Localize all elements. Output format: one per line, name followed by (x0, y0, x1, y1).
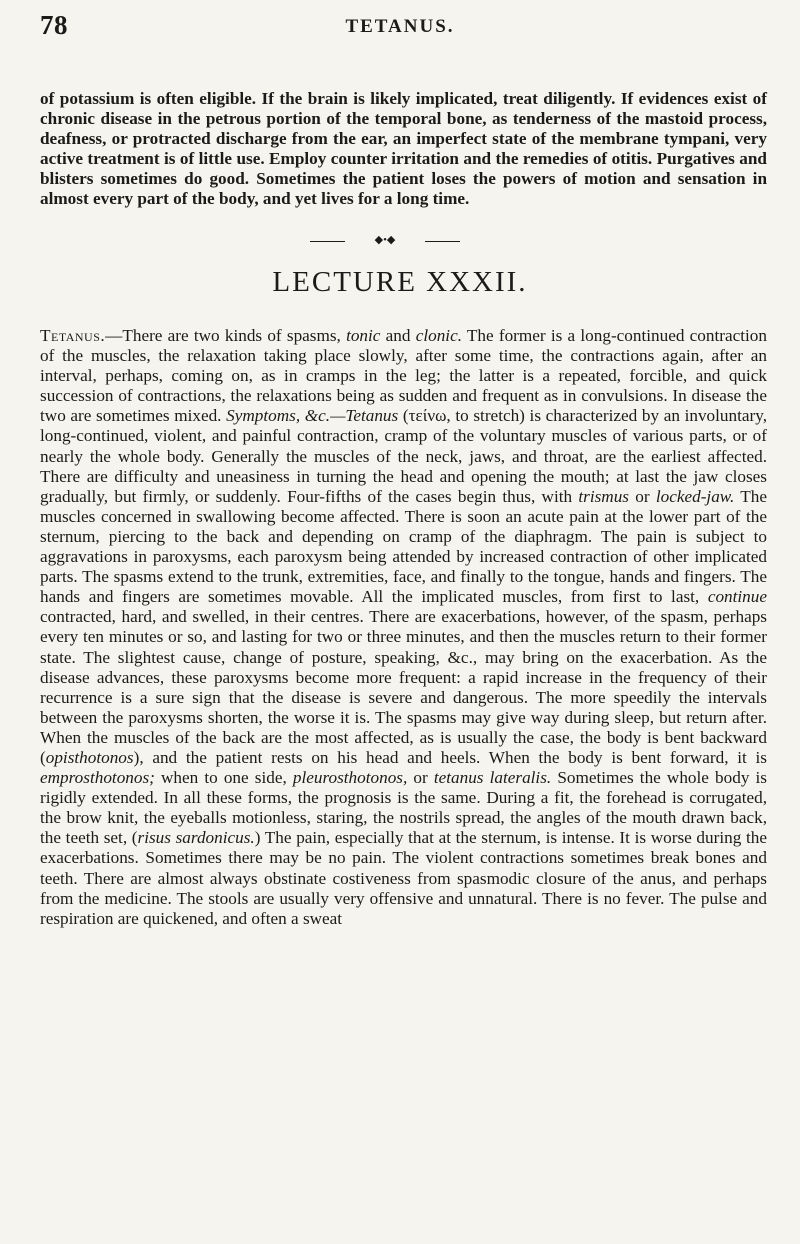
subheading-symptoms: Symptoms, &c.—Tetanus (226, 406, 399, 426)
lead-in: Tetanus. (40, 326, 106, 345)
text-run: The former is a long-continued contraction of the muscles, the relaxation taking place slowly, after some time, the contractions again, after an interval, perhaps, coming on, as in cramps in the leg; the latter is a repeated, forcible, and quick succession of contractions, the relaxations being as sudden and frequent as in convulsions. In disease the two are sometimes mixed. (40, 326, 767, 426)
emphasis: clonic. (415, 326, 462, 345)
emphasis: locked-jaw. (655, 486, 735, 506)
running-head: TETANUS. (345, 16, 455, 37)
text-run: contracted, hard, and swelled, in their centres. There are exacerbations, however, of the spasm, perhaps every ten minutes or so, and lasting for two or three minutes, and then the muscles return to their former state. The slightest cause, change of posture, speaking, &c., may bring on the exacerbation. As the disease advances, these paroxysms become more frequent: a rapid increase in the frequency of their recurrence is a sure sign that the disease is severe and dangerous. The more speedily the intervals between the paroxysms shorten, the worse it is. The spasms may give way during sleep, but return after. When the muscles of the back are the most affected, as is usually the case, the body is bent backward ( (40, 607, 767, 767)
section-divider-ornament: ◆•◆ (345, 233, 425, 247)
text-run: or (629, 486, 656, 506)
lecture-body (40, 326, 767, 929)
emphasis: tonic (346, 326, 381, 345)
intro-paragraph (40, 89, 767, 210)
emphasis: trismus (578, 486, 629, 506)
emphasis: tetanus lateralis. (433, 768, 552, 788)
emphasis: risus sardonicus. (137, 828, 255, 848)
text-run: and (380, 326, 416, 345)
page-number: 78 (40, 10, 68, 40)
text-run: (τείνω, to stretch) is characterized by an involuntary, long-continued, violent, and painful contraction, cramp of the voluntary muscles of various parts, or of nearly the whole body. Generally the muscles of the neck, jaws, and throat, are the earliest affected. There are difficulty and uneasiness in turning the head and opening the mouth; at last the jaw closes gradually, but firmly, or suddenly. Four-fifths of the cases begin thus, with (40, 406, 768, 506)
lecture-heading: LECTURE XXXII. (272, 266, 528, 298)
text-run: or (407, 768, 434, 788)
intro-paragraph-text: of potassium is often eligible. If the brain is likely implicated, treat diligently. If evidences exist of chronic disease in the petrous portion of the temporal bone, as tenderness of the mastoid process, deafness, or protracted discharge from the ear, an imperfect state of the membrane tympani, very active treatment is of little use. Employ counter irritation and the remedies of otitis. Purgatives and blisters sometimes do good. Sometimes the patient loses the powers of motion and sensation in almost every part of the body, and yet lives for a long time. (40, 89, 767, 209)
text-run: when to one side, (154, 768, 293, 788)
text-run: —There are two kinds of spasms, (105, 326, 347, 345)
emphasis: opisthotonos (45, 747, 134, 767)
text-run: ) The pain, especially that at the sternum, is intense. It is worse during the exacerbations. Sometimes there may be no pain. The violent contractions sometimes break bones and teeth. There are almost always obstinate costiveness from spasmodic closure of the anus, and perhaps from the medicine. The stools are usually very offensive and unnatural. There is no fever. The pulse and respiration are quickened, and often a sweat (40, 828, 767, 928)
text-run: ), and the patient rests on his head and heels. When the body is bent forward, it is (133, 747, 767, 767)
text-run: Sometimes the whole body is rigidly extended. In all these forms, the prognosis is the same. During a fit, the forehead is corrugated, the brow knit, the eyeballs motionless, staring, the nostrils spread, the angles of the mouth drawn back, the teeth set, ( (40, 768, 767, 848)
emphasis: pleurosthotonos, (292, 768, 408, 788)
lecture-paragraph (40, 326, 767, 929)
emphasis: emprosthotonos; (40, 768, 155, 788)
emphasis: continue (707, 587, 767, 607)
text-run: The muscles concerned in swallowing become affected. There is soon an acute pain at the lower part of the sternum, piercing to the back and depending on cramp of the diaphragm. The pain is subject to aggravations in paroxysms, each paroxysm being attended by increased contraction of other implicated parts. The spasms extend to the trunk, extremities, face, and finally to the tongue, hands and fingers. The hands and fingers are sometimes movable. All the implicated muscles, from first to last, (40, 486, 767, 607)
